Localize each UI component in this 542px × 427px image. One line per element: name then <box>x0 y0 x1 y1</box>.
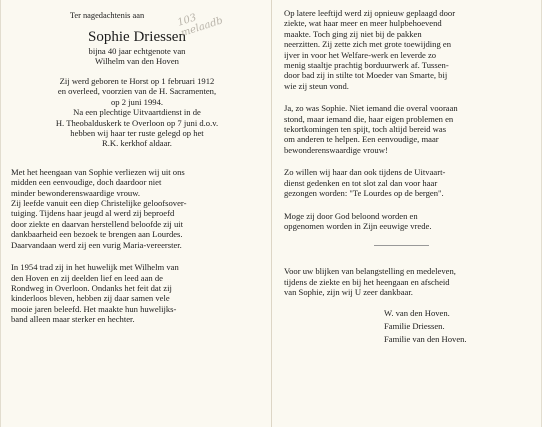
text-line: den Hoven en zij deelden lief en leed aan de <box>11 272 163 283</box>
text-line: Op latere leeftijd werd zij opnieuw geplaagd door <box>284 8 456 18</box>
text-line: bewonderenswaardige vrouw! <box>284 144 388 155</box>
text-line: R.K. kerkhof aldaar. <box>102 138 172 149</box>
signature-line: Familie van den Hoven. <box>384 334 467 345</box>
text-line: door ziekte en daarvan herstellend beloofde zij uit <box>11 218 184 229</box>
left-page <box>11 8 263 325</box>
text-line: Daarvandaan werd zij een vurig Maria-vereerster. <box>11 239 182 250</box>
text-line: gezongen worden: "Te Lourdes op de bergen". <box>284 188 444 199</box>
text-line: van Sophie, zijn wij U zeer dankbaar. <box>284 287 413 298</box>
intro-block <box>11 8 263 68</box>
text-line: band alleen maar sterker en hechter. <box>11 314 135 325</box>
character-paragraph <box>284 103 534 155</box>
card-fold <box>271 0 272 427</box>
text-line: menig staaltje prachtig borduurwerk af. Tussen- <box>284 60 449 71</box>
signature-line: Familie Driessen. <box>384 320 445 331</box>
signatures-block <box>284 308 534 345</box>
text-line: tuiging. Tijdens haar jeugd al werd zij beproefd <box>11 208 175 219</box>
text-line: Voor uw blijken van belangstelling en medeleven, <box>284 266 456 277</box>
text-line: ijver in voor het Welfare-werk en leverde zo <box>284 49 437 60</box>
text-line: H. Theobalduskerk te Overloon op 7 juni d.o.v. <box>55 117 219 128</box>
marriage-paragraph <box>11 262 263 324</box>
text-line: ziekte, wat haar meer en meer hulpbehoevend <box>284 18 442 29</box>
husband-name: Wilhelm van den Hoven <box>95 56 179 66</box>
funeral-paragraph <box>284 167 534 198</box>
text-line: In 1954 trad zij in het huwelijk met Wilhelm van <box>11 262 179 273</box>
divider-line <box>374 245 429 246</box>
text-line: Ja, zo was Sophie. Niet iemand die overal vooraan <box>284 103 458 114</box>
text-line: maakte. Toch ging zij niet bij de pakken <box>284 28 422 39</box>
deceased-name: Sophie Driessen <box>88 29 186 45</box>
text-line: en overleed, voorzien van de H. Sacramenten, <box>57 86 217 97</box>
text-line: Moge zij door God beloond worden en <box>284 210 418 221</box>
text-line: kinderloos bleven, hebben zij daar samen vele <box>11 293 170 304</box>
right-page <box>284 8 534 348</box>
text-line: tekortkomingen ten spijt, toch altijd bereid was <box>284 124 447 135</box>
text-line: midden een eenvoudige, doch daardoor niet <box>11 177 162 188</box>
text-line: mooie jaren beleefd. Het maakte hun huwelijks- <box>11 303 177 314</box>
handwritten-note: 103 melaadb <box>176 12 225 40</box>
text-line: dankbaarheid een bezoek te brengen aan Lourdes. <box>11 229 183 240</box>
text-line: opgenomen worden in Zijn eeuwige vrede. <box>284 220 432 231</box>
in-memory-label: Ter nagedachtenis aan <box>69 11 145 20</box>
prayer-paragraph <box>284 211 534 232</box>
later-life-paragraph <box>284 8 534 91</box>
text-line: Zo willen wij haar dan ook tijdens de Uitvaart- <box>284 167 446 178</box>
text-line: dienst gedenken en tot slot zal dan voor haar <box>284 177 438 188</box>
text-line: Zij werd geboren te Horst op 1 februari 1912 <box>59 76 215 86</box>
text-line: Rondweg in Overloon. Ondanks het feit dat zij <box>11 282 172 293</box>
birth-death-block <box>11 76 263 149</box>
text-line: Na een plechtige Uitvaartdienst in de <box>73 107 201 118</box>
signature-line: W. van den Hoven. <box>384 307 450 318</box>
text-line: neerzitten. Zij zette zich met grote toewijding en <box>284 39 452 50</box>
text-line: door bad zij in stilte tot Moeder van Smarte, bij <box>284 70 448 81</box>
text-line: tijdens de ziekte en bij het heengaan en afscheid <box>284 276 450 287</box>
text-line: Zij leefde vanuit een diep Christelijke geloofsover- <box>11 198 187 209</box>
text-line: stond, maar iemand die, haar eigen problemen en <box>284 113 454 124</box>
text-line: op 2 juni 1994. <box>110 96 164 107</box>
marriage-years-line: bijna 40 jaar echtgenote van <box>88 46 186 56</box>
text-line: hebben wij haar ter ruste gelegd op het <box>70 128 204 139</box>
text-line: Met het heengaan van Sophie verliezen wij uit ons <box>11 166 185 177</box>
text-line: minder bewonderenswaardige vrouw. <box>11 187 141 198</box>
text-line: wie zij steun vond. <box>284 80 349 91</box>
text-line: om anderen te helpen. Een eenvoudige, maar <box>284 134 439 145</box>
thanks-paragraph <box>284 266 534 297</box>
life-paragraph <box>11 167 263 250</box>
